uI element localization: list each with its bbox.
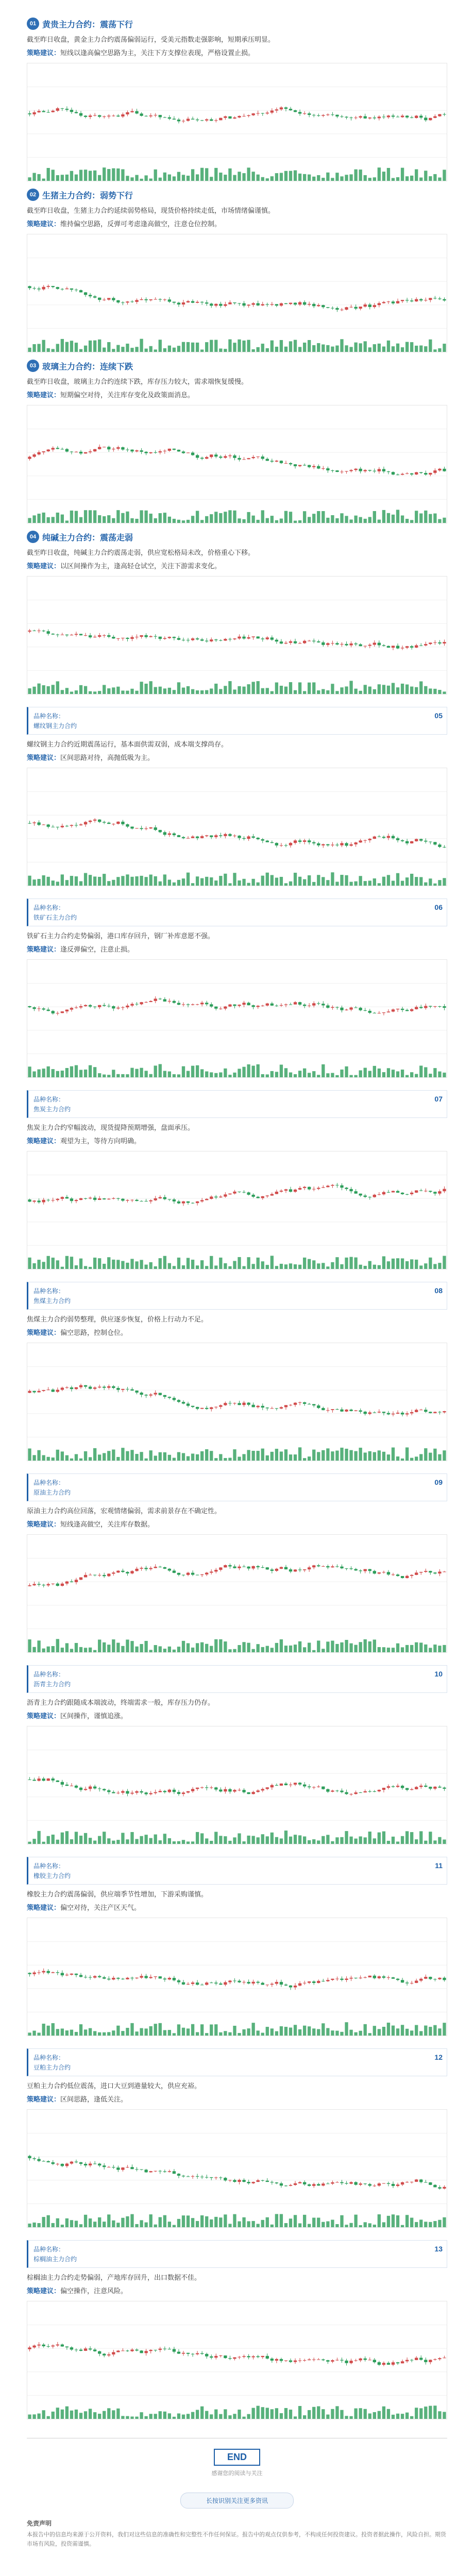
price-chart: [27, 2109, 447, 2228]
instrument-index: 09: [434, 1478, 443, 1486]
instrument-section: [27, 1473, 447, 1653]
section-title: 玻璃主力合约：连续下跌: [42, 362, 133, 371]
instrument-index: 11: [435, 1861, 443, 1870]
instrument-index: 07: [434, 1095, 443, 1103]
candlestick-chart: [27, 63, 447, 181]
instrument-index: 10: [434, 1670, 443, 1678]
instrument-label: 品种名称：: [33, 1671, 65, 1678]
instrument-section: [27, 2240, 447, 2419]
instrument-header: [27, 899, 447, 926]
analysis-section: [27, 531, 447, 694]
strategy-label: 策略建议：: [27, 945, 61, 953]
strategy-paragraph: [27, 2094, 447, 2105]
strategy-text: 区间操作，谨慎追涨。: [60, 1712, 128, 1720]
instrument-paragraph: 铁矿石主力合约走势偏弱，港口库存回升，钢厂补库意愿不强。: [27, 932, 215, 940]
instrument-paragraph: 棕榈油主力合约走势偏弱，产地库存回升，出口数据不佳。: [27, 2274, 201, 2281]
strategy-paragraph: [27, 561, 447, 572]
instrument-name: 沥青主力合约: [33, 1681, 71, 1688]
instrument-index: 05: [434, 711, 443, 720]
strategy-text: 区间思路，逢低关注。: [60, 2095, 128, 2103]
strategy-paragraph: [27, 752, 447, 764]
instrument-index: 12: [434, 2053, 443, 2061]
strategy-paragraph: [27, 1327, 447, 1338]
section-title: 黄贵主力合约：震荡下行: [42, 20, 133, 29]
disclaimer-title: 免责声明: [27, 2520, 52, 2527]
candlestick-chart: [27, 1151, 447, 1269]
disclaimer-text: 本报告中的信息均来源于公开资料，我们对这些信息的准确性和完整性不作任何保证。报告中的观点仅供参考，不构成任何投资建议。投资者据此操作，风险自担。期货市场有风险，投资需谨慎。: [27, 2532, 446, 2547]
instrument-section: [27, 1665, 447, 1844]
strategy-label: 策略建议：: [27, 391, 61, 399]
candlestick-chart: [27, 1918, 447, 2036]
instrument-index: 08: [434, 1286, 443, 1295]
section-paragraph: 截至昨日收盘，生猪主力合约延续弱势格局，现货价格持续走低，市场情绪偏谨慎。: [27, 207, 275, 214]
instrument-header: [27, 1665, 447, 1693]
section-header: [27, 360, 447, 372]
strategy-paragraph: [27, 218, 447, 230]
price-chart: [27, 234, 447, 352]
instrument-name: 焦炭主力合约: [33, 1106, 71, 1113]
instrument-paragraph: 螺纹钢主力合约近期震荡运行，基本面供需双弱，成本端支撑尚存。: [27, 740, 228, 748]
instrument-name: 橡胶主力合约: [33, 1872, 71, 1879]
strategy-text: 观望为主，等待方向明确。: [60, 1137, 141, 1145]
price-chart: [27, 63, 447, 181]
section-title: 生猪主力合约：弱势下行: [42, 191, 133, 200]
instrument-section: [27, 2048, 447, 2228]
instrument-label: 品种名称：: [33, 713, 65, 720]
strategy-paragraph: [27, 1902, 447, 1913]
strategy-label: 策略建议：: [27, 1712, 61, 1720]
strategy-label: 策略建议：: [27, 2095, 61, 2103]
section-paragraph: 截至昨日收盘，黄金主力合约震荡偏弱运行，受美元指数走强影响，短期承压明显。: [27, 36, 275, 43]
instrument-label: 品种名称：: [33, 1479, 65, 1486]
strategy-label: 策略建议：: [27, 562, 61, 570]
candlestick-chart: [27, 1343, 447, 1461]
section-header: [27, 531, 447, 543]
instrument-header: [27, 1473, 447, 1501]
instrument-name: 铁矿石主力合约: [33, 914, 77, 921]
section-number-badge: 01: [27, 18, 39, 30]
candlestick-chart: [27, 2301, 447, 2419]
strategy-label: 策略建议：: [27, 220, 61, 228]
analysis-section: [27, 189, 447, 352]
instrument-label: 品种名称：: [33, 2246, 65, 2253]
instrument-section: [27, 1857, 447, 2036]
instrument-section: [27, 899, 447, 1078]
instrument-header: [27, 1857, 447, 1885]
strategy-text: 维持偏空思路，反弹可考虑逢高做空，注意仓位控制。: [60, 220, 222, 228]
instrument-label: 品种名称：: [33, 1287, 65, 1295]
instrument-header: [27, 2048, 447, 2076]
strategy-text: 以区间操作为主，逢高轻仓试空，关注下游需求变化。: [60, 562, 222, 570]
end-badge: END: [214, 2449, 260, 2466]
instrument-index: 13: [434, 2245, 443, 2253]
instrument-paragraph: 沥青主力合约跟随成本端波动，终端需求一般，库存压力仍存。: [27, 1699, 215, 1706]
strategy-label: 策略建议：: [27, 1329, 61, 1336]
instrument-section: [27, 707, 447, 886]
price-chart: [27, 768, 447, 886]
disclaimer: [27, 2519, 447, 2549]
price-chart: [27, 2301, 447, 2419]
instrument-paragraph: 原油主力合约高位回落，宏观情绪偏弱，需求前景存在不确定性。: [27, 1507, 222, 1515]
section-paragraph: 截至昨日收盘，玻璃主力合约连续下跌，库存压力较大，需求端恢复缓慢。: [27, 378, 248, 385]
instrument-header: [27, 1090, 447, 1118]
candlestick-chart: [27, 768, 447, 886]
strategy-text: 偏空思路，控制仓位。: [60, 1329, 128, 1336]
strategy-paragraph: [27, 1519, 447, 1530]
analysis-section: [27, 360, 447, 523]
section-header: [27, 189, 447, 201]
strategy-label: 策略建议：: [27, 1137, 61, 1145]
analysis-section: [27, 18, 447, 181]
instrument-header: [27, 707, 447, 735]
section-number-badge: 03: [27, 360, 39, 372]
strategy-label: 策略建议：: [27, 2287, 61, 2295]
strategy-label: 策略建议：: [27, 1904, 61, 1911]
instrument-header: [27, 2240, 447, 2268]
strategy-paragraph: [27, 389, 447, 401]
follow-button[interactable]: 长按识别关注更多资讯: [180, 2493, 294, 2509]
price-chart: [27, 1343, 447, 1461]
strategy-text: 短线逢高做空，关注库存数据。: [60, 1520, 155, 1528]
section-header: [27, 18, 447, 30]
strategy-paragraph: [27, 2285, 447, 2297]
strategy-paragraph: [27, 944, 447, 955]
section-number-badge: 02: [27, 189, 39, 201]
instrument-name: 焦煤主力合约: [33, 1297, 71, 1304]
instrument-paragraph: 焦炭主力合约窄幅波动，现货提降预期增强，盘面承压。: [27, 1124, 195, 1131]
price-chart: [27, 1726, 447, 1844]
strategy-paragraph: [27, 47, 447, 59]
end-subtitle: 感谢您的阅读与关注: [211, 2470, 263, 2477]
price-chart: [27, 576, 447, 694]
strategy-text: 短线以逢高偏空思路为主，关注下方支撑位表现，严格设置止损。: [60, 49, 255, 57]
candlestick-chart: [27, 405, 447, 523]
price-chart: [27, 1151, 447, 1269]
section-number-badge: 04: [27, 531, 39, 543]
candlestick-chart: [27, 1535, 447, 1652]
instrument-label: 品种名称：: [33, 1096, 65, 1103]
strategy-text: 短期偏空对待，关注库存变化及政策面消息。: [60, 391, 195, 399]
strategy-text: 逢反弹偏空，注意止损。: [60, 945, 134, 953]
strategy-text: 区间思路对待，高抛低吸为主。: [60, 754, 155, 761]
instrument-paragraph: 橡胶主力合约震荡偏弱，供应端季节性增加，下游采购谨慎。: [27, 1890, 208, 1898]
candlestick-chart: [27, 577, 447, 694]
section-title: 纯碱主力合约：震荡走弱: [42, 533, 133, 543]
instrument-name: 豆粕主力合约: [33, 2064, 71, 2071]
instrument-header: [27, 1282, 447, 1310]
instrument-index: 06: [434, 903, 443, 911]
candlestick-chart: [27, 234, 447, 352]
candlestick-chart: [27, 960, 447, 1077]
strategy-text: 偏空操作，注意风险。: [60, 2287, 128, 2295]
strategy-paragraph: [27, 1136, 447, 1147]
price-chart: [27, 1918, 447, 2036]
instrument-name: 原油主力合约: [33, 1489, 71, 1496]
instrument-label: 品种名称：: [33, 904, 65, 911]
strategy-paragraph: [27, 1710, 447, 1722]
instrument-name: 螺纹钢主力合约: [33, 722, 77, 730]
candlestick-chart: [27, 1726, 447, 1844]
instrument-name: 棕榈油主力合约: [33, 2256, 77, 2263]
instrument-section: [27, 1090, 447, 1269]
strategy-label: 策略建议：: [27, 49, 61, 57]
strategy-label: 策略建议：: [27, 1520, 61, 1528]
strategy-label: 策略建议：: [27, 754, 61, 761]
instrument-paragraph: 豆粕主力合约低位震荡，进口大豆到港量较大，供应充裕。: [27, 2082, 201, 2090]
price-chart: [27, 1534, 447, 1653]
strategy-text: 偏空对待，关注产区天气。: [60, 1904, 141, 1911]
price-chart: [27, 959, 447, 1078]
instrument-paragraph: 焦煤主力合约弱势整理，供应逐步恢复，价格上行动力不足。: [27, 1315, 208, 1323]
section-paragraph: 截至昨日收盘，纯碱主力合约震荡走弱，供应宽松格局未改，价格重心下移。: [27, 549, 255, 556]
instrument-label: 品种名称：: [33, 2054, 65, 2061]
instrument-label: 品种名称：: [33, 1862, 65, 1870]
candlestick-chart: [27, 2110, 447, 2227]
price-chart: [27, 405, 447, 523]
instrument-section: [27, 1282, 447, 1461]
